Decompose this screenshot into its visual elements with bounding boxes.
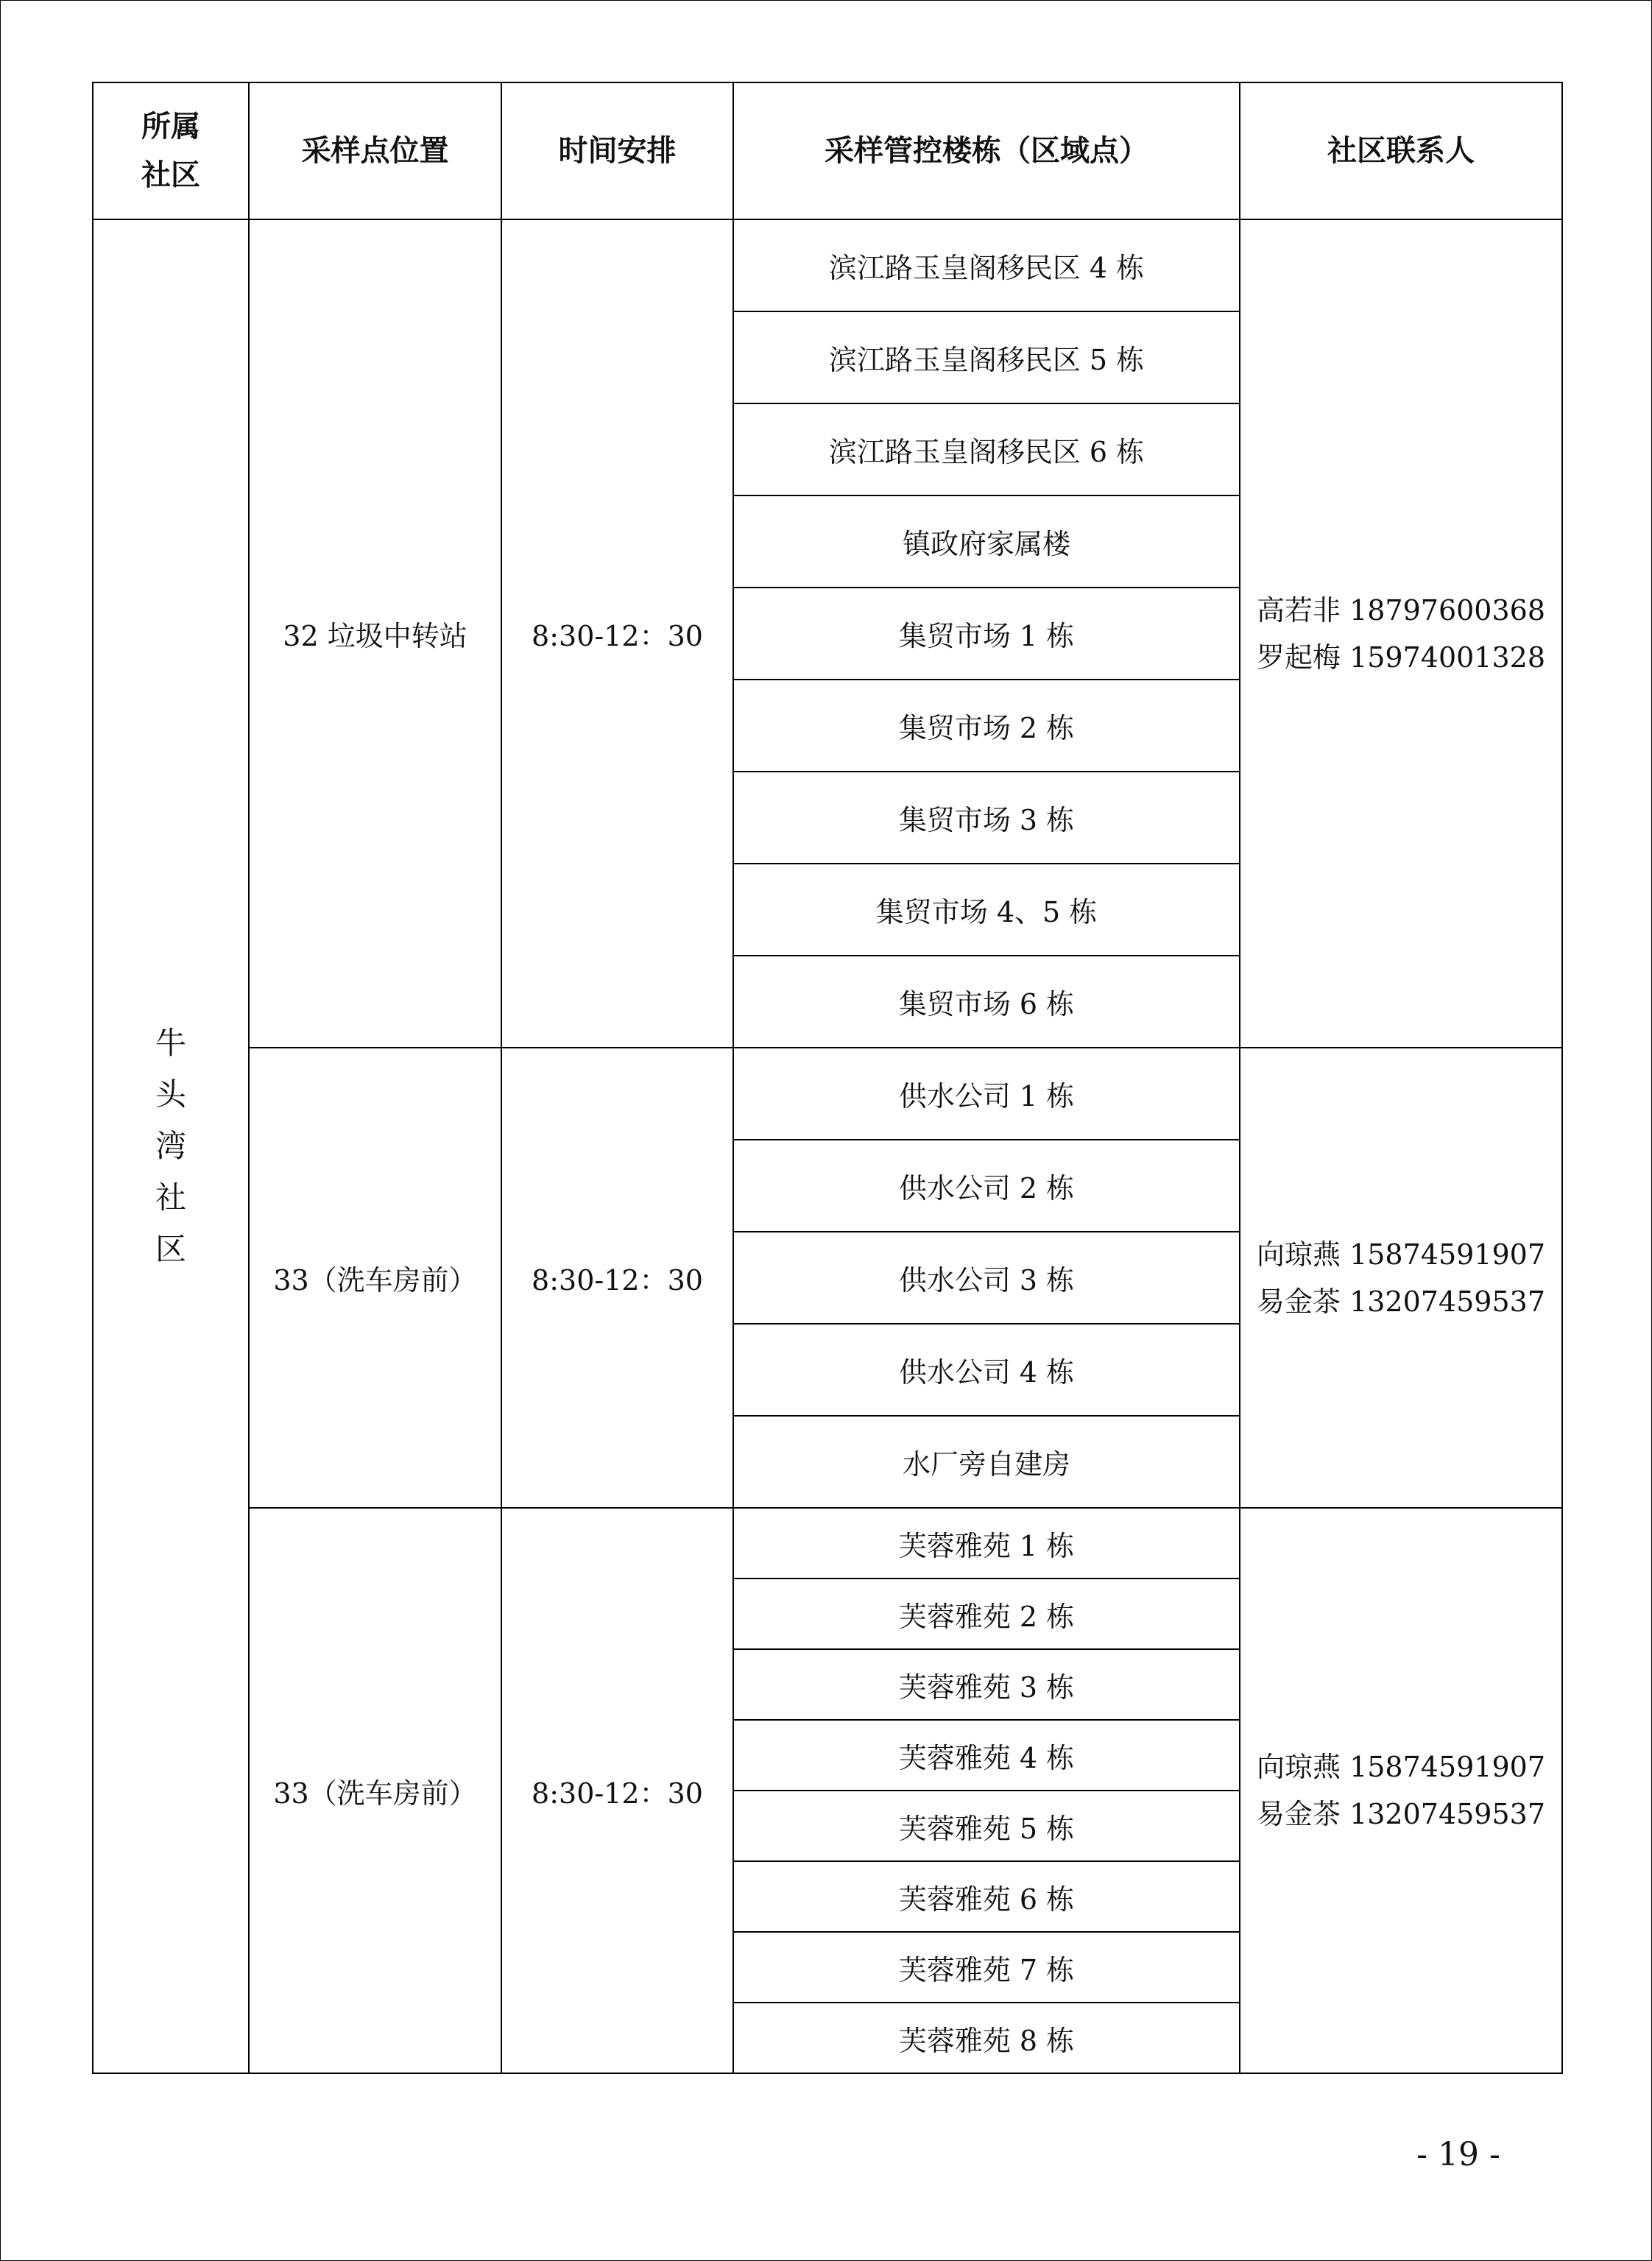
community-cell: 牛头湾社区 bbox=[93, 219, 249, 2073]
contact-cell bbox=[1240, 1508, 1562, 2073]
page-number: - 19 - bbox=[1416, 2136, 1500, 2173]
time-cell: 8:30-12：30 bbox=[501, 219, 733, 1048]
building-cell: 集贸市场 6 栋 bbox=[733, 956, 1240, 1048]
building-cell: 芙蓉雅苑 7 栋 bbox=[733, 1932, 1240, 2003]
building-cell: 供水公司 4 栋 bbox=[733, 1324, 1240, 1416]
building-cell: 水厂旁自建房 bbox=[733, 1416, 1240, 1508]
building-cell: 芙蓉雅苑 1 栋 bbox=[733, 1508, 1240, 1579]
building-cell: 集贸市场 4、5 栋 bbox=[733, 864, 1240, 956]
contact-line: 向琼燕 15874591907 bbox=[1256, 1238, 1546, 1271]
building-cell: 芙蓉雅苑 8 栋 bbox=[733, 2003, 1240, 2073]
header-time: 时间安排 bbox=[501, 82, 733, 219]
table-header-row bbox=[93, 82, 1562, 219]
site-cell: 33（洗车房前） bbox=[249, 1048, 501, 1508]
building-cell: 滨江路玉皇阁移民区 4 栋 bbox=[733, 219, 1240, 311]
building-cell: 芙蓉雅苑 5 栋 bbox=[733, 1791, 1240, 1861]
table-row bbox=[93, 219, 1562, 311]
building-cell: 集贸市场 1 栋 bbox=[733, 588, 1240, 680]
header-community: 所属 社区 bbox=[93, 82, 249, 219]
sampling-schedule-table bbox=[92, 82, 1563, 2074]
site-cell: 32 垃圾中转站 bbox=[249, 219, 501, 1048]
building-cell: 镇政府家属楼 bbox=[733, 495, 1240, 588]
building-cell: 供水公司 1 栋 bbox=[733, 1048, 1240, 1140]
building-cell: 芙蓉雅苑 2 栋 bbox=[733, 1579, 1240, 1649]
table-row bbox=[93, 1508, 1562, 1579]
contact-cell bbox=[1240, 219, 1562, 1048]
contact-cell bbox=[1240, 1048, 1562, 1508]
building-cell: 芙蓉雅苑 6 栋 bbox=[733, 1861, 1240, 1932]
building-cell: 滨江路玉皇阁移民区 5 栋 bbox=[733, 311, 1240, 403]
header-site: 采样点位置 bbox=[249, 82, 501, 219]
building-cell: 芙蓉雅苑 3 栋 bbox=[733, 1649, 1240, 1720]
building-cell: 集贸市场 3 栋 bbox=[733, 772, 1240, 864]
building-cell: 供水公司 2 栋 bbox=[733, 1140, 1240, 1232]
time-cell: 8:30-12：30 bbox=[501, 1048, 733, 1508]
table-row bbox=[93, 1048, 1562, 1140]
time-cell: 8:30-12：30 bbox=[501, 1508, 733, 2073]
contact-line: 易金茶 13207459537 bbox=[1256, 1798, 1546, 1830]
contact-line: 罗起梅 15974001328 bbox=[1256, 641, 1546, 674]
contact-line: 向琼燕 15874591907 bbox=[1256, 1751, 1546, 1783]
building-cell: 芙蓉雅苑 4 栋 bbox=[733, 1720, 1240, 1791]
building-cell: 滨江路玉皇阁移民区 6 栋 bbox=[733, 403, 1240, 495]
building-cell: 供水公司 3 栋 bbox=[733, 1232, 1240, 1324]
contact-line: 高若非 18797600368 bbox=[1256, 593, 1546, 627]
contact-line: 易金茶 13207459537 bbox=[1256, 1285, 1546, 1318]
header-buildings: 采样管控楼栋（区域点） bbox=[733, 82, 1240, 219]
header-contact: 社区联系人 bbox=[1240, 82, 1562, 219]
building-cell: 集贸市场 2 栋 bbox=[733, 680, 1240, 772]
site-cell: 33（洗车房前） bbox=[249, 1508, 501, 2073]
